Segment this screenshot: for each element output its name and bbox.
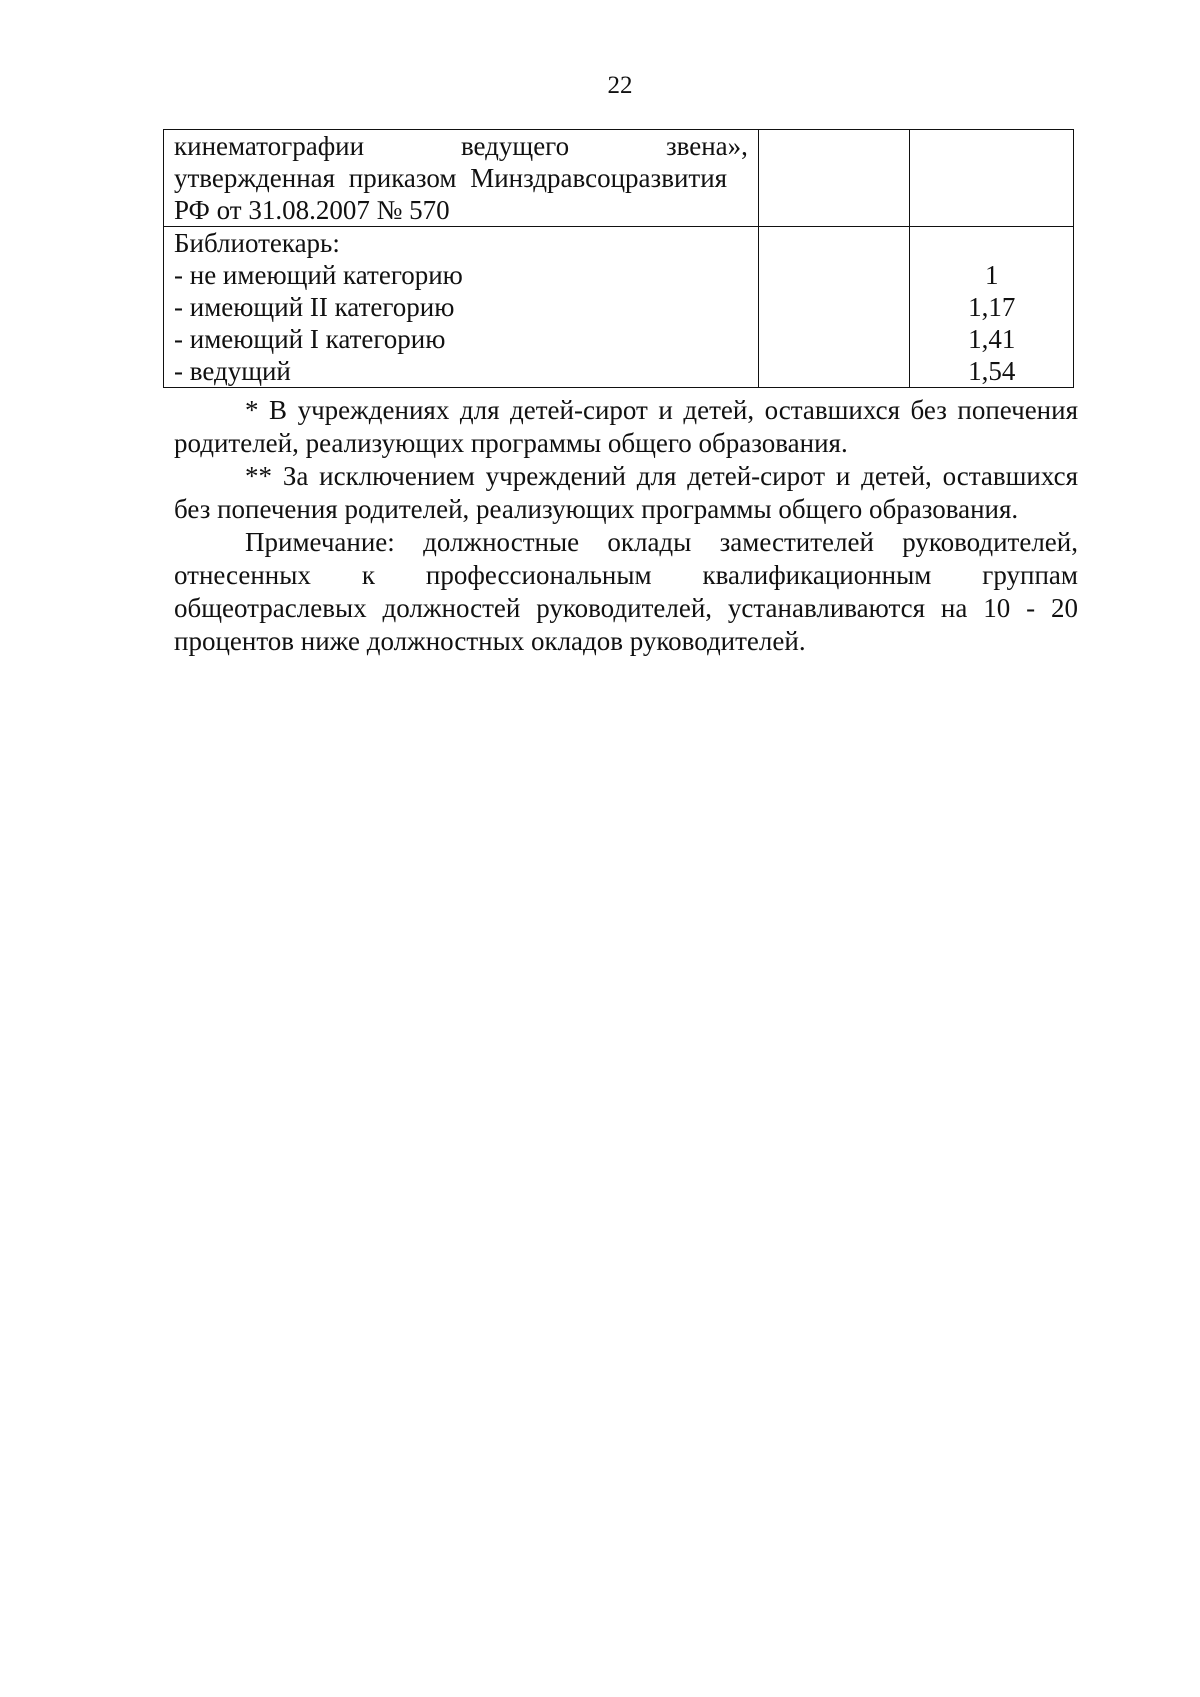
empty-cell bbox=[758, 227, 910, 388]
position-heading: Библиотекарь: bbox=[174, 228, 340, 258]
cell-line: РФ от 31.08.2007 № 570 bbox=[174, 195, 450, 225]
coefficient-value: 1,17 bbox=[968, 292, 1016, 322]
list-item: - не имеющий категорию bbox=[174, 260, 463, 290]
cell-text: утвержденная приказом Минздравсоцразвития bbox=[174, 163, 728, 193]
position-cell bbox=[164, 130, 759, 227]
coefficient-value: 1,41 bbox=[968, 324, 1016, 354]
note-paragraph: Примечание: должностные оклады заместителей руководителей, отнесенных к профессиональным квалификационным группам общеотраслевых должностей руководителей, устанавливаются на 10 - 20 процентов ниже должностных окладов руководителей. bbox=[174, 527, 1078, 656]
coefficient-value: 1,54 bbox=[968, 356, 1016, 386]
position-cell bbox=[164, 227, 759, 388]
list-item: - имеющий II категорию bbox=[174, 292, 455, 322]
cell-word: кинематографии bbox=[174, 131, 365, 161]
list-item: - имеющий I категорию bbox=[174, 324, 446, 354]
cell-word: звена», bbox=[665, 131, 748, 161]
salary-coefficient-table bbox=[163, 129, 1074, 388]
footnote-2: ** За исключением учреждений для детей-сирот и детей, оставшихся без попечения родителей, реализующих программы общего образования. bbox=[174, 461, 1078, 524]
coefficient-cell bbox=[910, 227, 1074, 388]
table-row bbox=[164, 130, 1074, 227]
table-row bbox=[164, 227, 1074, 388]
empty-cell bbox=[910, 130, 1074, 227]
footnote-1: * В учреждениях для детей-сирот и детей, оставшихся без попечения родителей, реализующих программы общего образования. bbox=[174, 395, 1078, 458]
coefficient-value: 1 bbox=[984, 260, 999, 290]
cell-line bbox=[174, 130, 748, 162]
empty-cell bbox=[758, 130, 910, 227]
cell-word: ведущего bbox=[460, 131, 570, 161]
spacer bbox=[920, 227, 1063, 259]
footnotes bbox=[174, 394, 1078, 658]
list-item: - ведущий bbox=[174, 356, 291, 386]
page-number: 22 bbox=[607, 72, 633, 99]
cell-line bbox=[174, 162, 748, 194]
